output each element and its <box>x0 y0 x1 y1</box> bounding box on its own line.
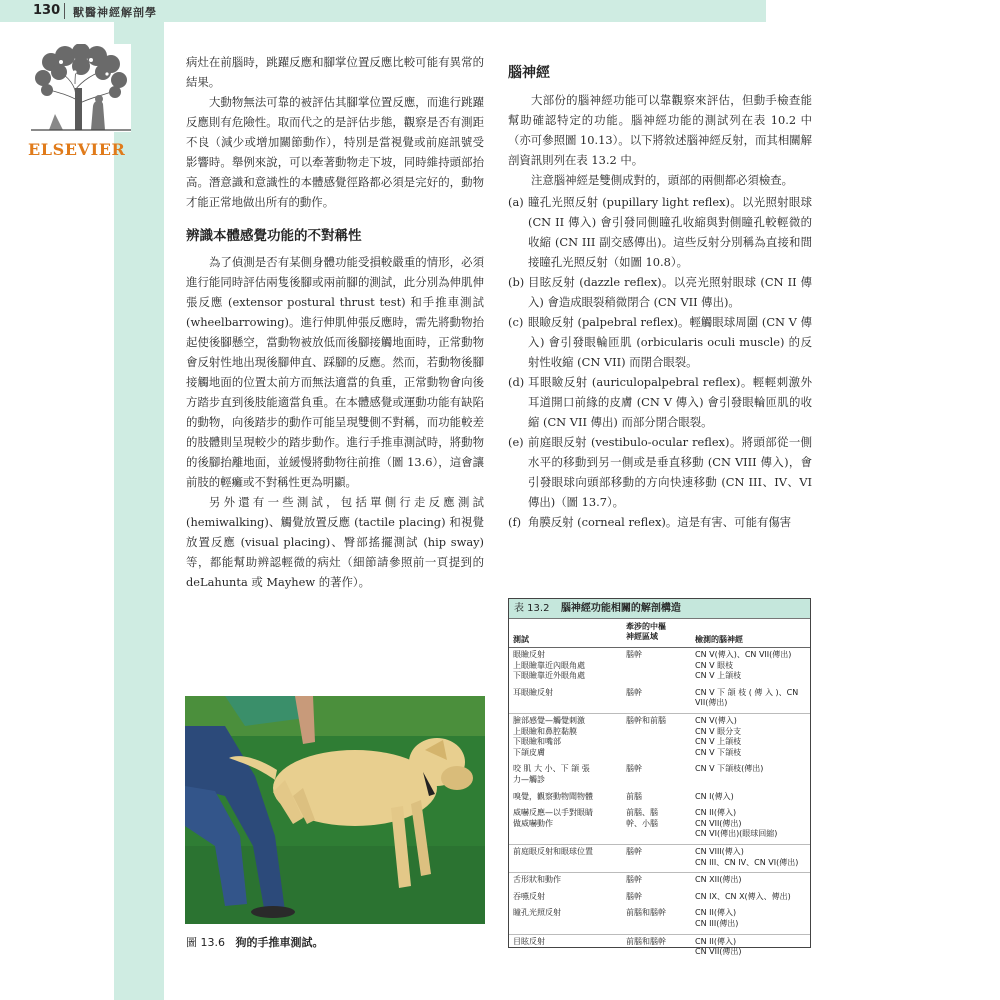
table-header <box>509 619 810 648</box>
table-cell-nerve: CN II(傳入) CN VII(傳出) CN VI(傳出)(眼球回縮) <box>695 808 778 839</box>
paragraph: 大動物無法可靠的被評估其腳掌位置反應，而進行跳躍反應則有危險性。取而代之的是評估步態，觀察是否有測距不良（減少或增加關節動作），特別是當視覺或前庭訊號受影響時。舉例來說，可以牽著動物走下坡，同時維持頭部抬高。潛意識和意識性的本體感覺徑路都必須是完好的，動物才能正常地做出所有的動作。 <box>186 95 484 209</box>
header-divider <box>64 3 65 19</box>
paragraph: 為了偵測是否有某側身體功能受損較嚴重的情形，必須進行能同時評估兩隻後腳或兩前腳的測試，此分別為伸肌伸張反應 (extensor postural thrust test) 和手推車測試 (wheelbarrowing)。進行伸肌伸張反應時，需先將動物抬起使後腳懸空，當動物被放低而後腳接觸地面時，正常動物會反射性地出現後腳伸直、踩腳的反應。然而，若動物後腳接觸地面的位置太前方而無法適當的負重，正常動物會向後方踏步直到後肢能適當負重。在本體感覺或運動功能有缺陷的動物，向後踏步的動作可能呈現雙側不對稱，而功能較差的肢體則呈現較少的踏步動作。進行手推車測試時，將動物的後腳抬離地面，並緩慢將動物往前推（圖 13.6），這會讓前肢的輕癱或不對稱性更為明顯。 <box>186 255 484 489</box>
table-row <box>509 714 810 762</box>
item-text: 耳眼瞼反射 (auriculopalpebral reflex)。輕輕刺激外耳道開口前緣的皮膚 (CN V 傳入) 會引發眼輪匝肌的收縮 (CN VII 傳出) 而部分閉合眼裂。 <box>528 375 812 429</box>
table-row <box>509 845 810 873</box>
list-item <box>508 272 812 312</box>
tree-logo-icon <box>31 44 131 132</box>
item-label: (d) <box>508 375 525 389</box>
table-row <box>509 906 810 934</box>
table-cell-nerve: CN IX、CN X(傳入、傳出) <box>695 891 791 901</box>
list-item <box>508 512 812 532</box>
table-cell-nerve: CN II(傳入) CN III(傳出) <box>695 908 739 928</box>
column-header-nerve: 檢測的腦神經 <box>695 635 743 644</box>
table-row <box>509 648 810 686</box>
item-text: 瞳孔光照反射 (pupillary light reflex)。以光照射眼球 (CN II 傳入) 會引發同側瞳孔收縮與對側瞳孔較輕微的收縮 (CN III 副交感傳出)。這些反射分別稱為直接和間接瞳孔光照反射（如圖 10.8）。 <box>528 195 812 269</box>
table-body <box>509 648 810 962</box>
table-cell-area: 腦幹 <box>626 891 642 901</box>
paragraph: 病灶在前腦時，跳躍反應和腳掌位置反應比較可能有異常的結果。 <box>186 55 484 89</box>
item-label: (a) <box>508 195 524 209</box>
list-item <box>508 312 812 372</box>
item-text: 眼瞼反射 (palpebral reflex)。輕觸眼球周圍 (CN V 傳入) 會引發眼輪匝肌 (orbicularis oculi muscle) 的反射性收縮 (CN VII) 而閉合眼裂。 <box>528 315 812 369</box>
table-cell-test: 威嚇反應—以手對眼睛 做威嚇動作 <box>513 808 593 828</box>
table-cell-area: 前腦和腦幹 <box>626 908 666 918</box>
table-row <box>509 790 810 807</box>
figure-label: 圖 13.6 <box>186 936 225 949</box>
table-cell-area: 前腦 <box>626 791 642 801</box>
figure-caption <box>186 934 324 950</box>
column-header-test: 測試 <box>513 635 529 644</box>
table-row <box>509 890 810 907</box>
list-item <box>508 372 812 432</box>
table-cell-area: 腦幹 <box>626 875 642 885</box>
table-cell-area: 前腦和腦幹 <box>626 936 666 946</box>
table-cell-test: 眼瞼反射 上眼瞼靠近內眼角處 下眼瞼靠近外眼角處 <box>513 650 585 681</box>
table-title-bar <box>509 599 810 619</box>
table-cell-test: 瞳孔光照反射 <box>513 908 561 918</box>
table-title: 腦神經功能相關的解剖構造 <box>560 603 681 614</box>
table-cell-nerve: CN V 下 頜 枝 ( 傳 入 )、CN VII(傳出) <box>695 687 799 708</box>
wheelbarrow-test-illustration <box>185 696 485 924</box>
table-cell-test: 前庭眼反射和眼球位置 <box>513 846 593 856</box>
table-cell-area: 腦幹 <box>626 846 642 856</box>
list-item <box>508 432 812 512</box>
item-label: (b) <box>508 275 525 289</box>
item-label: (e) <box>508 435 524 449</box>
table-cell-area: 腦幹 <box>626 764 642 774</box>
item-text: 前庭眼反射 (vestibulo-ocular reflex)。將頭部從一側水平的移動到另一側或是垂直移動 (CN VIII 傳入)，會引發眼球向頭部移動的方向快速移動 (CN III、IV、VI 傳出)（圖 13.7）。 <box>528 435 812 509</box>
figure-caption-text: 狗的手推車測試。 <box>235 936 324 949</box>
paragraph: 大部份的腦神經功能可以靠觀察來評估，但動手檢查能幫助確認特定的功能。腦神經功能的測試列在表 10.2 中（亦可參照圖 10.13）。以下將敘述腦神經反射，而其相關解剖資訊則列在表 13.2 中。 <box>508 93 812 167</box>
section-heading: 辨識本體感覺功能的不對稱性 <box>186 228 362 244</box>
table-cell-area: 腦幹 <box>626 687 642 697</box>
elsevier-wordmark: ELSEVIER <box>28 140 126 159</box>
table-cell-test: 咬 肌 大 小、下 頜 張 力—觸診 <box>513 764 590 784</box>
table-cell-test: 吞嚥反射 <box>513 891 545 901</box>
anatomy-table <box>508 598 811 957</box>
section-heading: 腦神經 <box>508 65 550 81</box>
figure-photo <box>185 696 485 924</box>
table-cell-area: 前腦、腦 幹、小腦 <box>626 808 658 828</box>
table-cell-nerve: CN VIII(傳入) CN III、CN IV、CN VI(傳出) <box>695 846 799 867</box>
table-cell-nerve: CN XII(傳出) <box>695 875 742 885</box>
item-label: (f) <box>508 515 522 529</box>
item-text: 目眩反射 (dazzle reflex)。以亮光照射眼球 (CN II 傳入) 會造成眼裂稍微閉合 (CN VII 傳出)。 <box>528 275 812 309</box>
paragraph: 注意腦神經是雙側成對的，頭部的兩側都必須檢查。 <box>531 173 793 187</box>
item-text: 角膜反射 (corneal reflex)。這是有害、可能有傷害 <box>528 515 792 529</box>
table-row <box>509 762 810 789</box>
table-cell-nerve: CN II(傳入) CN VII(傳出) <box>695 936 742 957</box>
elsevier-logo <box>28 44 134 162</box>
table-cell-area: 腦幹 <box>626 650 642 659</box>
table-row <box>509 873 810 890</box>
book-title: 獸醫神經解剖學 <box>73 6 157 19</box>
table-cell-nerve: CN V 下頜枝(傳出) <box>695 764 764 774</box>
table-cell-area: 腦幹和前腦 <box>626 715 666 725</box>
table-row <box>509 935 810 962</box>
item-label: (c) <box>508 315 524 329</box>
table-cell-test: 目眩反射 <box>513 936 545 946</box>
table-number: 表 13.2 <box>514 603 550 614</box>
table-cell-nerve: CN I(傳入) <box>695 791 734 801</box>
right-text-column <box>508 52 812 532</box>
running-header <box>0 0 766 22</box>
table-row <box>509 806 810 845</box>
reflex-list <box>508 192 812 532</box>
table-cell-nerve: CN V(傳入)、CN VII(傳出) CN V 眼枝 CN V 上頜枝 <box>695 650 792 681</box>
left-text-column <box>186 52 484 592</box>
column-header-area: 牽涉的中樞 神經區域 <box>626 622 666 641</box>
paragraph: 另外還有一些測試，包括單側行走反應測試 (hemiwalking)、觸覺放置反應 (tactile placing) 和視覺放置反應 (visual placing)、臀部搖擺測試 (hip sway) 等，都能幫助辨認輕微的病灶（細節請參照前一頁提到的 deLahunta 或 Mayhew 的著作）。 <box>186 495 484 589</box>
table-cell-test: 舌形狀和動作 <box>513 875 561 885</box>
table-cell-test: 臉部感覺—觸覺刺激 上眼瞼和鼻腔黏膜 下眼瞼和嘴部 下頜皮膚 <box>513 715 585 757</box>
list-item <box>508 192 812 272</box>
table-cell-test: 耳眼瞼反射 <box>513 687 553 697</box>
table-row <box>509 686 810 714</box>
table-cell-nerve: CN V(傳入) CN V 眼分支 CN V 上頜枝 CN V 下頜枝 <box>695 715 742 757</box>
table-cell-test: 嗅覺，觀察動物聞物體 <box>513 791 593 801</box>
page-number: 130 <box>33 3 61 18</box>
